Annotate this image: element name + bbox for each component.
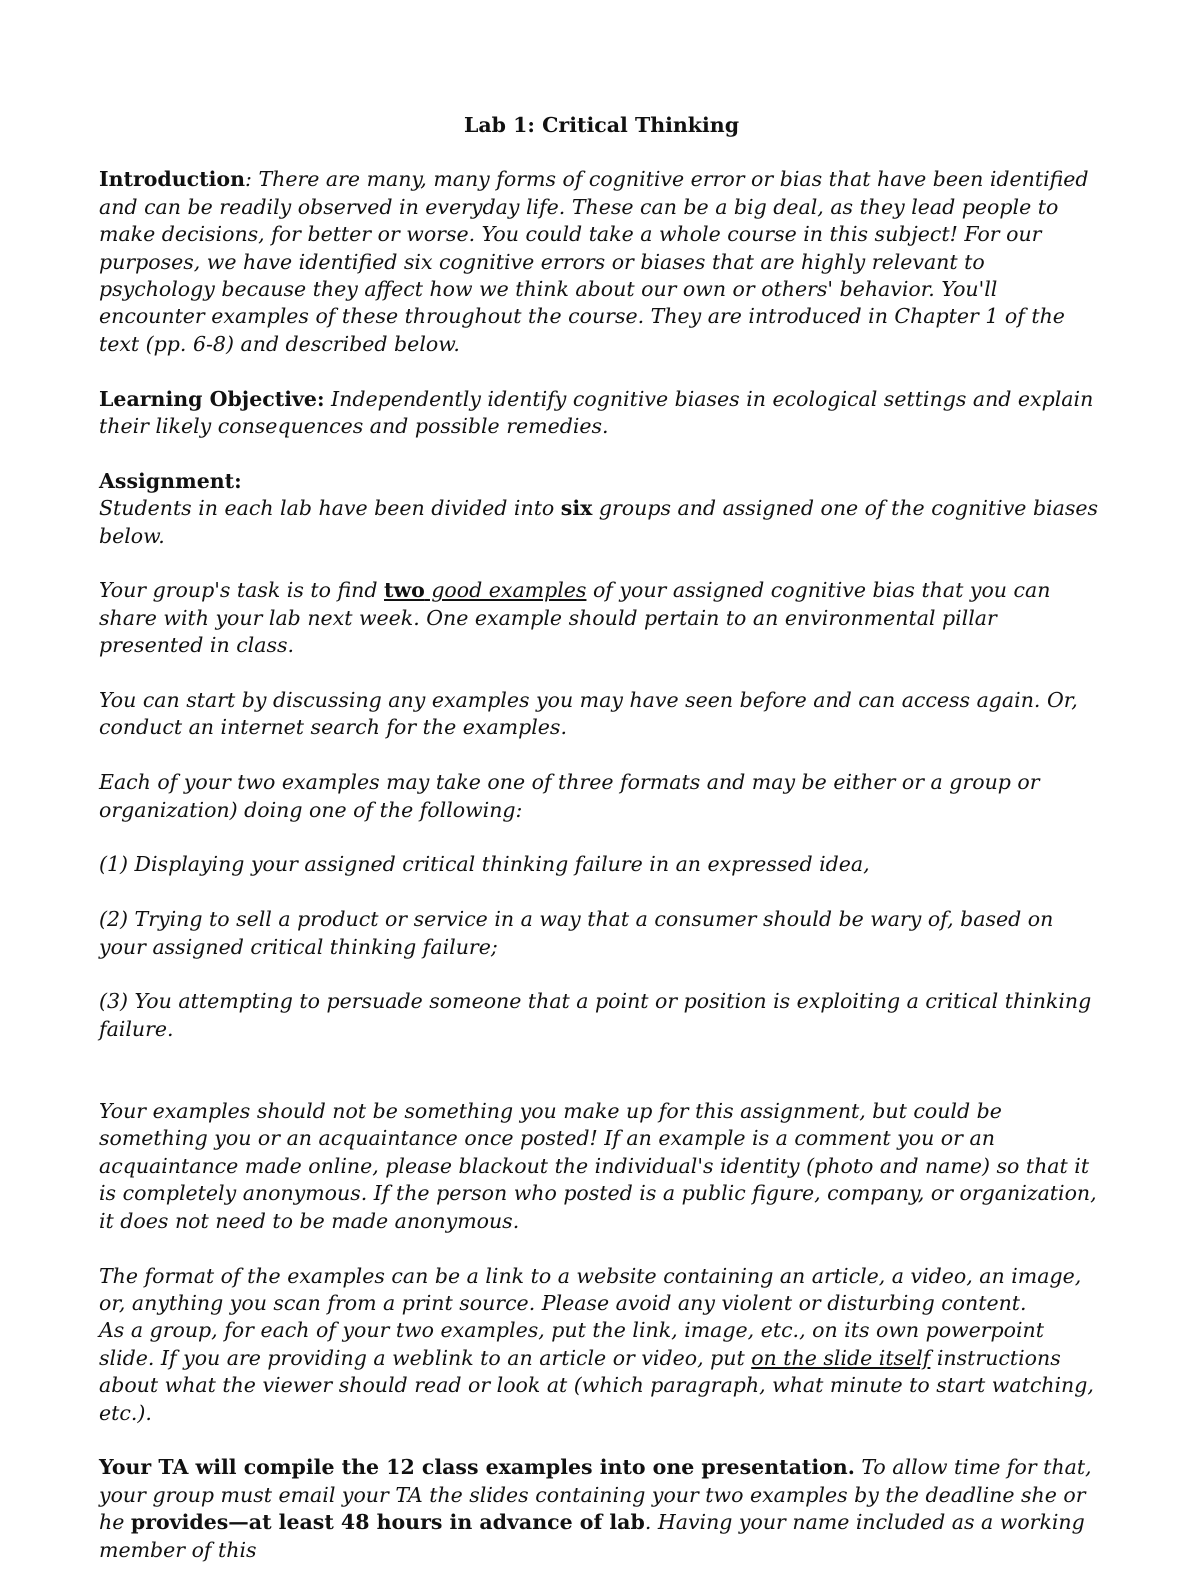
option-3: (3) You attempting to persuade someone that a point or position is exploiting a critical thinking failure.: [99, 989, 1092, 1041]
task-text-before: Your group's task is to find: [99, 578, 384, 603]
start-paragraph: You can start by discussing any examples you may have seen before and can access again. Or, conduct an internet search for the examples.: [99, 688, 1078, 740]
introduction-text: There are many, many forms of cognitive error or bias that have been identified and can be readily observed in everyday life. These can be a big deal, as they lead people to make decisions, for better or worse. You could take a whole course in this subject! For our purposes, we have identified six cognitive errors or biases that are highly relevant to psychology because they affect how we think about our own or others' behavior. You'll encounter examples of these throughout the course. They are introduced in Chapter 1 of the text (pp. 6-8) and described below.: [99, 167, 1089, 356]
introduction-paragraph: [99, 166, 1104, 358]
task-text-after: of your assigned cognitive bias that you can share with your lab next week. One example should pertain to an environmental pillar presented in class.: [99, 578, 1051, 658]
deadline-period: .: [847, 1455, 855, 1480]
document-body: [99, 112, 1104, 1591]
option-1: (1) Displaying your assigned critical thinking failure in an expressed idea,: [99, 852, 870, 877]
deadline-text-2: . Having your name included as a working member of this: [99, 1510, 1085, 1562]
groups-paragraph: [99, 495, 1104, 550]
assignment-heading: Assignment:: [99, 468, 242, 493]
deadline-text-1: To allow time for that, your group must email your TA the slides containing your two examples by the deadline she or he: [99, 1455, 1092, 1535]
task-good-examples: good examples: [424, 578, 587, 603]
deadline-bold-2: provides—at least 48 hours in advance of lab: [130, 1510, 645, 1535]
slides-text-after: instructions about what the viewer should read or look at (which paragraph, what minute to start watching, etc.).: [99, 1345, 1094, 1425]
task-paragraph: [99, 577, 1104, 659]
groups-text-before: Students in each lab have been divided into: [99, 496, 561, 521]
slides-text-before: As a group, for each of your two examples, put the link, image, etc., on its own powerpoint slide. If you are providing a weblink to an article or video, put: [99, 1318, 1045, 1370]
learning-objective-text: Independently identify cognitive biases in ecological settings and explain their likely consequences and possible remedies.: [99, 386, 1094, 439]
option-2: (2) Trying to sell a product or service in a way that a consumer should be wary of, based on your assigned critical thinking failure;: [99, 907, 1054, 959]
formats-paragraph: Each of your two examples may take one of three formats and may be either or a group or organization) doing one of the following:: [99, 770, 1040, 822]
groups-count: six: [560, 496, 593, 521]
learning-objective-label: Learning Objective:: [99, 386, 325, 411]
deadline-bold-1: Your TA will compile the 12 class examples into one presentation: [99, 1455, 848, 1480]
examples-rule-paragraph: Your examples should not be something you make up for this assignment, but could be something you or an acquaintance once posted! If an example is a comment you or an acquaintance made online, please blackout the individual's identity (photo and name) so that it is completely anonymous. If the person who posted is a public figure, company, or organization, it does not need to be made anonymous.: [99, 1099, 1097, 1233]
slides-paragraph: [99, 1317, 1104, 1427]
introduction-label: Introduction: [99, 167, 245, 192]
format-types-paragraph: The format of the examples can be a link to a website containing an article, a video, an image, or, anything you scan from a print source. Please avoid any violent or disturbing content.: [99, 1263, 1082, 1315]
learning-objective-paragraph: [99, 386, 1104, 441]
groups-text-after: groups and assigned one of the cognitive biases below.: [99, 496, 1099, 548]
deadline-paragraph: [99, 1454, 1104, 1564]
introduction-colon: :: [245, 167, 252, 192]
slides-underlined: on the slide itself: [751, 1345, 931, 1370]
task-two-emphasis: two: [384, 578, 425, 603]
page-title: Lab 1: Critical Thinking: [463, 113, 740, 137]
